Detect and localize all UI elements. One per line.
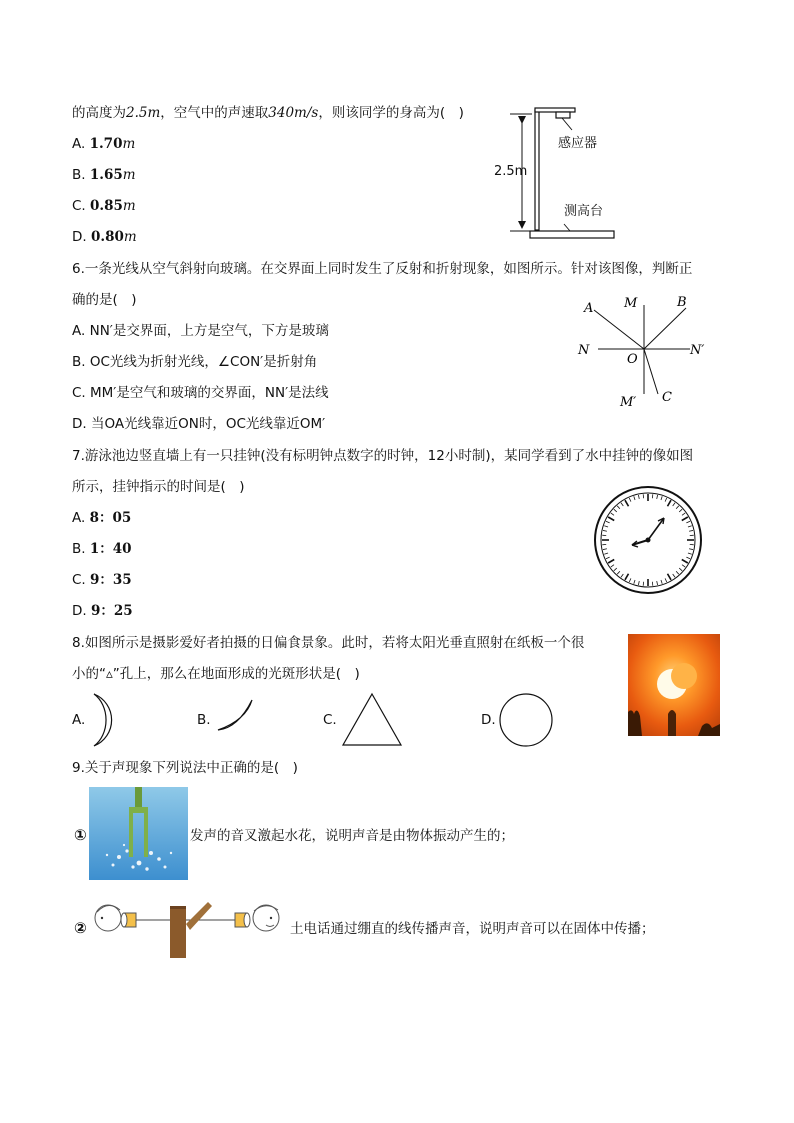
option-text: 当OA光线靠近ON时，OC光线靠近OM′ — [90, 416, 326, 432]
q5-stem-speed: 340m/s — [268, 105, 319, 121]
tuning-fork-handle — [135, 787, 142, 809]
option-text: NN′是交界面，上方是空气，下方是玻璃 — [89, 323, 329, 339]
option-letter: B. — [72, 541, 86, 557]
q7-option-d[interactable] — [72, 602, 133, 620]
label-C: C — [662, 390, 672, 405]
option-letter: A. — [72, 712, 86, 728]
curved-sliver-shape-option[interactable] — [212, 696, 260, 736]
option-text: 1：40 — [89, 541, 132, 557]
q9-item-2-marker: ② — [74, 919, 87, 937]
option-letter: C. — [323, 712, 337, 728]
left-person-head — [95, 905, 121, 931]
platform-label: 测高台 — [564, 204, 604, 219]
q5-option-b[interactable] — [72, 166, 136, 184]
option-value: 1.70 — [89, 136, 123, 152]
q6-option-d[interactable] — [72, 415, 325, 433]
label-M-prime: M′ — [620, 395, 637, 410]
q5-stem-part: ，则该同学的身高为( ) — [318, 105, 464, 121]
option-letter: B. — [72, 354, 86, 370]
option-letter: A. — [72, 136, 86, 152]
wooden-post — [170, 908, 186, 958]
q8-option-a[interactable] — [72, 711, 85, 729]
q7-option-c[interactable] — [72, 571, 132, 589]
q8-option-b[interactable] — [197, 711, 211, 729]
q5-height-stand-figure — [490, 100, 630, 245]
option-letter: A. — [72, 323, 86, 339]
option-value: 0.85 — [90, 198, 123, 214]
triangle-shape-option[interactable] — [338, 690, 406, 750]
q5-stem-part: 的高度为 — [72, 105, 126, 121]
q6-option-a[interactable] — [72, 322, 329, 340]
option-letter: D. — [72, 229, 87, 245]
q5-option-a[interactable] — [72, 135, 135, 153]
tuning-fork-water-photo — [89, 787, 188, 880]
sensor-box — [556, 112, 570, 118]
q5-option-c[interactable] — [72, 197, 136, 215]
height-label: 2.5m — [494, 164, 528, 179]
q5-stem-part: ，空气中的声速取 — [160, 105, 269, 121]
option-text: OC光线为折射光线，∠CON′是折射角 — [89, 354, 318, 370]
option-text: 9：35 — [90, 572, 132, 588]
ray-OC — [644, 349, 658, 394]
q9-stem: 9.关于声现象下列说法中正确的是( ) — [72, 760, 298, 776]
option-letter: A. — [72, 510, 86, 526]
q6-stem-line2: 确的是( ) — [72, 292, 137, 308]
q9-item-1-marker: ① — [74, 826, 87, 844]
label-A: A — [584, 301, 594, 316]
q7-option-b[interactable] — [72, 540, 132, 558]
option-letter: C. — [72, 572, 86, 588]
option-unit: m — [123, 229, 137, 245]
q7-stem-line1: 7.游泳池边竖直墙上有一只挂钟(没有标明钟点数字的时钟，12小时制)，某同学看到了水中挂钟的像如图 — [72, 448, 694, 464]
q5-stem — [72, 104, 464, 122]
q6-light-ray-diagram — [570, 290, 720, 410]
string-telephone-figure — [90, 898, 288, 960]
q8-stem-line1: 8.如图所示是摄影爱好者拍摄的日偏食景象。此时，若将太阳光垂直照射在纸板一个很 — [72, 635, 585, 651]
option-letter: B. — [72, 167, 86, 183]
option-unit: m — [122, 198, 136, 214]
option-text: MM′是空气和玻璃的交界面，NN′是法线 — [90, 385, 329, 401]
stand-platform — [530, 231, 614, 238]
option-letter: C. — [72, 198, 86, 214]
q6-option-c[interactable] — [72, 384, 329, 402]
option-text: 9：25 — [90, 603, 133, 619]
q8-option-c[interactable] — [323, 711, 337, 729]
eclipse-photo — [628, 634, 720, 736]
q7-clock-figure — [592, 484, 704, 596]
option-letter: D. — [72, 603, 87, 619]
q7-option-a[interactable] — [72, 509, 131, 527]
option-letter: D. — [72, 416, 87, 432]
q7-stem-line2: 所示，挂钟指示的时间是( ) — [72, 479, 245, 495]
ray-OA — [594, 310, 644, 349]
option-letter: C. — [72, 385, 86, 401]
option-value: 1.65 — [89, 167, 123, 183]
option-letter: D. — [481, 712, 496, 728]
q5-stem-height: 2.5m — [126, 105, 161, 121]
q6-option-b[interactable] — [72, 353, 317, 371]
wooden-branch — [186, 902, 212, 930]
clock-center — [646, 538, 651, 543]
q9-item-1-text: 发声的音叉激起水花，说明声音是由物体振动产生的； — [190, 828, 514, 844]
option-unit: m — [122, 167, 136, 183]
q8-stem-line2: 小的“▵”孔上，那么在地面形成的光斑形状是( ) — [72, 666, 360, 682]
option-text: 8：05 — [89, 510, 132, 526]
q8-option-d[interactable] — [481, 711, 496, 729]
q5-option-d[interactable] — [72, 228, 137, 246]
stand-pole — [535, 110, 539, 230]
q6-stem-line1: 6.一条光线从空气斜射向玻璃。在交界面上同时发生了反射和折射现象，如图所示。针对该图像，判断正 — [72, 261, 693, 277]
label-N-prime: N′ — [690, 343, 705, 358]
label-B: B — [677, 295, 687, 310]
option-value: 0.80 — [90, 229, 124, 245]
lamp-post — [668, 710, 676, 736]
crescent-shape-option[interactable] — [88, 690, 136, 750]
sensor-label: 感应器 — [558, 136, 598, 151]
label-N: N — [578, 343, 590, 358]
circle-shape-option[interactable] — [496, 690, 556, 750]
option-unit: m — [122, 136, 136, 152]
ray-OB — [644, 308, 686, 349]
option-letter: B. — [197, 712, 211, 728]
q9-item-2-text: 土电话通过绷直的线传播声音，说明声音可以在固体中传播； — [290, 921, 655, 937]
label-O: O — [627, 352, 638, 367]
moon-shadow — [671, 663, 697, 689]
label-M: M — [624, 296, 638, 311]
